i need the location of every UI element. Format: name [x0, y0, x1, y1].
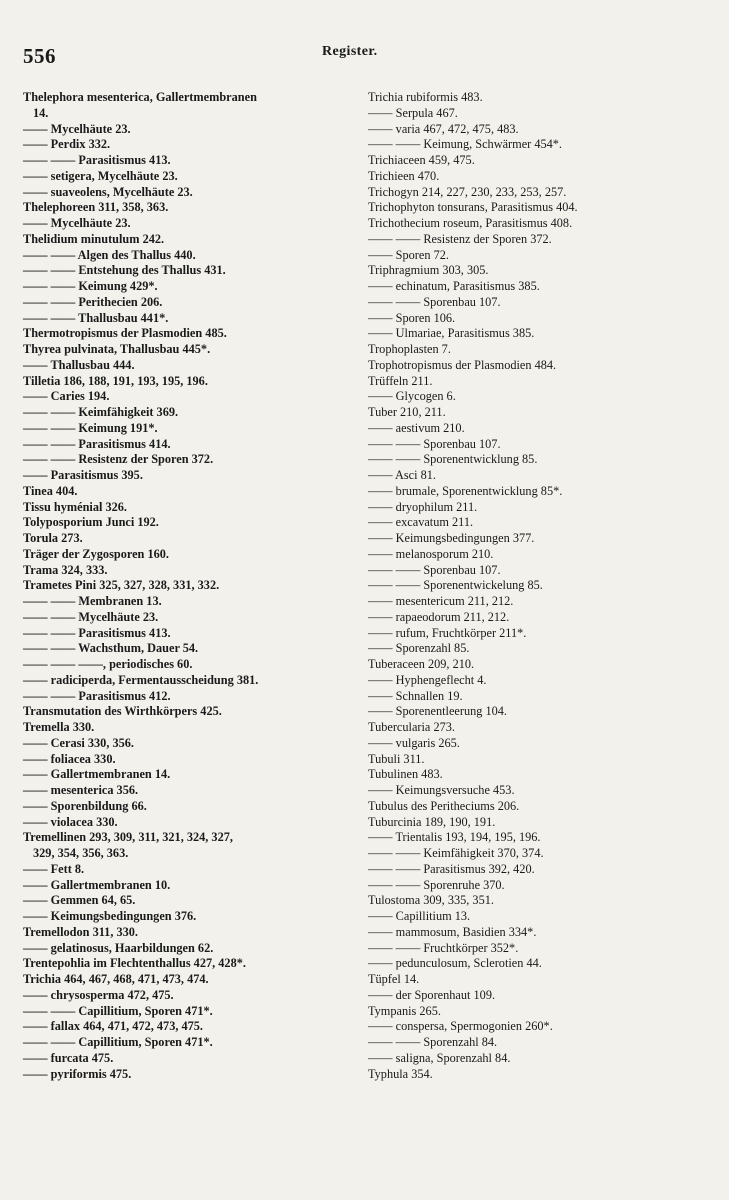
index-entry: —— Ulmariae, Parasitismus 385.: [368, 326, 535, 341]
index-entry: —— gelatinosus, Haarbildungen 62.: [23, 940, 214, 955]
index-entry: —— Gemmen 64, 65.: [23, 893, 136, 908]
index-entry: —— pedunculosum, Sclerotien 44.: [368, 956, 542, 971]
index-entry: Trichia 464, 467, 468, 471, 473, 474.: [23, 972, 209, 986]
index-entry: Träger der Zygosporen 160.: [23, 546, 169, 561]
index-entry: —— —— Keimfähigkeit 370, 374.: [368, 846, 544, 860]
index-entry: —— setigera, Mycelhäute 23.: [23, 168, 178, 183]
index-entry: Tremellinen 293, 309, 311, 321, 324, 327,: [23, 830, 233, 845]
index-entry: —— Serpula 467.: [368, 105, 458, 120]
index-entry: —— Mycelhäute 23.: [23, 121, 131, 136]
index-entry: Thyrea pulvinata, Thallusbau 445*.: [23, 342, 211, 356]
index-entry: —— Sporenzahl 85.: [368, 641, 470, 656]
index-entry: Tüpfel 14.: [368, 972, 420, 986]
index-entry: Trophotropismus der Plasmodien 484.: [368, 357, 557, 372]
index-entry: —— furcata 475.: [23, 1050, 114, 1065]
index-entry: —— violacea 330.: [23, 814, 118, 829]
index-entry: —— —— Wachsthum, Dauer 54.: [23, 641, 199, 656]
index-entry: —— Fett 8.: [23, 861, 85, 876]
index-entry: Tolyposporium Junci 192.: [23, 515, 159, 530]
index-entry: Tremella 330.: [23, 720, 95, 734]
index-entry: —— Cerasi 330, 356.: [23, 735, 135, 750]
index-entry: —— suaveolens, Mycelhäute 23.: [23, 184, 193, 199]
index-entry: —— Sporenentleerung 104.: [368, 704, 507, 719]
index-entry: Tulostoma 309, 335, 351.: [368, 893, 494, 908]
index-entry: Trichothecium roseum, Parasitismus 408.: [368, 216, 573, 230]
index-entry: Typhula 354.: [368, 1066, 433, 1081]
index-entry: —— vulgaris 265.: [368, 735, 460, 750]
index-entry: —— Mycelhäute 23.: [23, 216, 131, 230]
index-entry: —— der Sporenhaut 109.: [368, 987, 496, 1002]
index-entry: Transmutation des Wirthkörpers 425.: [23, 704, 222, 719]
index-entry: —— Sporen 106.: [368, 310, 456, 325]
index-entry: Trüffeln 211.: [368, 373, 433, 388]
index-entry: —— —— Sporenzahl 84.: [368, 1035, 498, 1049]
index-entry: —— echinatum, Parasitismus 385.: [368, 279, 540, 293]
index-entry: Tuburcinia 189, 190, 191.: [368, 814, 496, 829]
index-entry: —— saligna, Sporenzahl 84.: [368, 1050, 511, 1065]
index-entry: Tremellodon 311, 330.: [23, 924, 139, 939]
index-entry: —— —— Capillitium, Sporen 471*.: [23, 1003, 213, 1018]
index-entry: Tubuli 311.: [368, 751, 425, 766]
index-entry: Trichogyn 214, 227, 230, 233, 253, 257.: [368, 184, 567, 199]
index-entry: —— —— Parasitismus 413.: [23, 625, 171, 640]
index-entry: Thelephora mesenterica, Gallertmembranen: [23, 90, 257, 104]
index-entry: —— Asci 81.: [368, 468, 436, 482]
index-entry: —— Glycogen 6.: [368, 389, 456, 404]
index-entry: —— Keimungsbedingungen 377.: [368, 531, 535, 545]
index-entry: Trama 324, 333.: [23, 562, 108, 577]
index-entry: Trichophyton tonsurans, Parasitismus 404.: [368, 200, 578, 215]
index-entry: Tympanis 265.: [368, 1003, 441, 1018]
index-entry: —— Sporen 72.: [368, 247, 449, 262]
index-entry: —— —— Mycelhäute 23.: [23, 609, 159, 624]
index-entry: —— —— Sporenentwickelung 85.: [368, 578, 543, 593]
index-entry: Tubercularia 273.: [368, 720, 455, 734]
index-entry: —— Hyphengeflecht 4.: [368, 672, 487, 687]
index-entry: —— Sporenbildung 66.: [23, 798, 147, 813]
index-entry: —— Keimungsbedingungen 376.: [23, 909, 197, 923]
index-entry: —— Gallertmembranen 14.: [23, 767, 171, 782]
index-entry: —— Keimungsversuche 453.: [368, 783, 515, 797]
index-entry: —— mammosum, Basidien 334*.: [368, 924, 537, 939]
index-entry: —— —— Entstehung des Thallus 431.: [23, 263, 226, 278]
index-entry: —— —— Sporenbau 107.: [368, 436, 501, 451]
index-entry: —— Thallusbau 444.: [23, 357, 135, 372]
index-entry: 14.: [33, 105, 49, 120]
index-entry: —— —— Sporenruhe 370.: [368, 877, 505, 892]
index-entry: Trichieen 470.: [368, 168, 440, 183]
index-entry: Tilletia 186, 188, 191, 193, 195, 196.: [23, 373, 208, 388]
index-entry: —— —— Fruchtkörper 352*.: [368, 940, 519, 955]
index-entry: —— —— Capillitium, Sporen 471*.: [23, 1035, 213, 1049]
index-entry: —— —— Parasitismus 414.: [23, 436, 171, 451]
index-entry: —— Trientalis 193, 194, 195, 196.: [368, 830, 541, 845]
index-entry: —— Gallertmembranen 10.: [23, 877, 171, 892]
index-entry: Tinea 404.: [23, 483, 78, 498]
index-entry: —— Parasitismus 395.: [23, 468, 143, 482]
index-entry: —— dryophilum 211.: [368, 499, 478, 514]
index-entry: Trametes Pini 325, 327, 328, 331, 332.: [23, 578, 220, 593]
index-column-right: [368, 90, 713, 1082]
index-entry: —— —— Keimfähigkeit 369.: [23, 405, 179, 419]
index-entry: —— —— Perithecien 206.: [23, 294, 163, 309]
index-entry: —— —— Parasitismus 412.: [23, 688, 171, 703]
index-entry: —— —— Resistenz der Sporen 372.: [23, 452, 214, 467]
index-entry: Trophoplasten 7.: [368, 342, 451, 356]
index-entry: Tuber 210, 211.: [368, 405, 446, 419]
index-entry: —— Schnallen 19.: [368, 688, 463, 703]
index-entry: —— melanosporum 210.: [368, 546, 494, 561]
index-entry: —— Perdix 332.: [23, 137, 111, 152]
index-entry: —— —— ——, periodisches 60.: [23, 657, 193, 671]
index-entry: —— —— Resistenz der Sporen 372.: [368, 231, 552, 246]
index-entry: —— excavatum 211.: [368, 515, 474, 530]
index-entry: —— Capillitium 13.: [368, 909, 471, 923]
index-entry: —— brumale, Sporenentwicklung 85*.: [368, 483, 563, 498]
index-entry: Thelidium minutulum 242.: [23, 231, 165, 246]
index-entry: Thelephoreen 311, 358, 363.: [23, 200, 169, 215]
index-entry: Trichiaceen 459, 475.: [368, 153, 475, 167]
index-entry: —— rapaeodorum 211, 212.: [368, 609, 510, 624]
index-entry: —— —— Sporenbau 107.: [368, 294, 501, 309]
index-entry: Trentepohlia im Flechtenthallus 427, 428*.: [23, 956, 246, 971]
index-entry: —— —— Algen des Thallus 440.: [23, 247, 196, 262]
index-entry: —— radiciperda, Fermentausscheidung 381.: [23, 672, 259, 687]
index-entry: Tuberaceen 209, 210.: [368, 657, 475, 671]
index-entry: —— mesenterica 356.: [23, 783, 139, 797]
index-entry: —— varia 467, 472, 475, 483.: [368, 121, 519, 136]
index-entry: —— —— Sporenbau 107.: [368, 562, 501, 577]
index-entry: —— chrysosperma 472, 475.: [23, 987, 174, 1002]
page-number: 556: [23, 44, 56, 68]
index-entry: —— fallax 464, 471, 472, 473, 475.: [23, 1019, 204, 1034]
index-entry: —— —— Membranen 13.: [23, 594, 162, 608]
index-entry: —— pyriformis 475.: [23, 1066, 132, 1081]
index-entry: —— —— Keimung 191*.: [23, 420, 158, 435]
index-entry: Trichia rubiformis 483.: [368, 90, 483, 104]
index-entry: Tubulinen 483.: [368, 767, 443, 782]
index-entry: Tubulus des Peritheciums 206.: [368, 798, 520, 813]
index-entry: —— —— Sporenentwicklung 85.: [368, 452, 538, 467]
index-entry: —— rufum, Fruchtkörper 211*.: [368, 625, 527, 640]
index-entry: —— conspersa, Spermogonien 260*.: [368, 1019, 553, 1034]
index-entry: Thermotropismus der Plasmodien 485.: [23, 326, 227, 341]
index-entry: Torula 273.: [23, 531, 83, 545]
index-entry: —— —— Keimung, Schwärmer 454*.: [368, 137, 562, 152]
index-entry: Triphragmium 303, 305.: [368, 263, 489, 278]
index-entry: —— —— Thallusbau 441*.: [23, 310, 169, 325]
index-entry: —— foliacea 330.: [23, 751, 116, 766]
index-entry: —— Caries 194.: [23, 389, 110, 404]
running-head: Register.: [322, 44, 378, 59]
index-entry: —— —— Parasitismus 413.: [23, 153, 171, 167]
index-entry: 329, 354, 356, 363.: [33, 846, 129, 860]
index-entry: —— aestivum 210.: [368, 420, 465, 435]
index-entry: —— —— Keimung 429*.: [23, 279, 158, 293]
index-entry: —— mesentericum 211, 212.: [368, 594, 514, 608]
index-entry: Tissu hyménial 326.: [23, 499, 127, 514]
index-column-left: [23, 90, 363, 1082]
index-entry: —— —— Parasitismus 392, 420.: [368, 861, 535, 876]
